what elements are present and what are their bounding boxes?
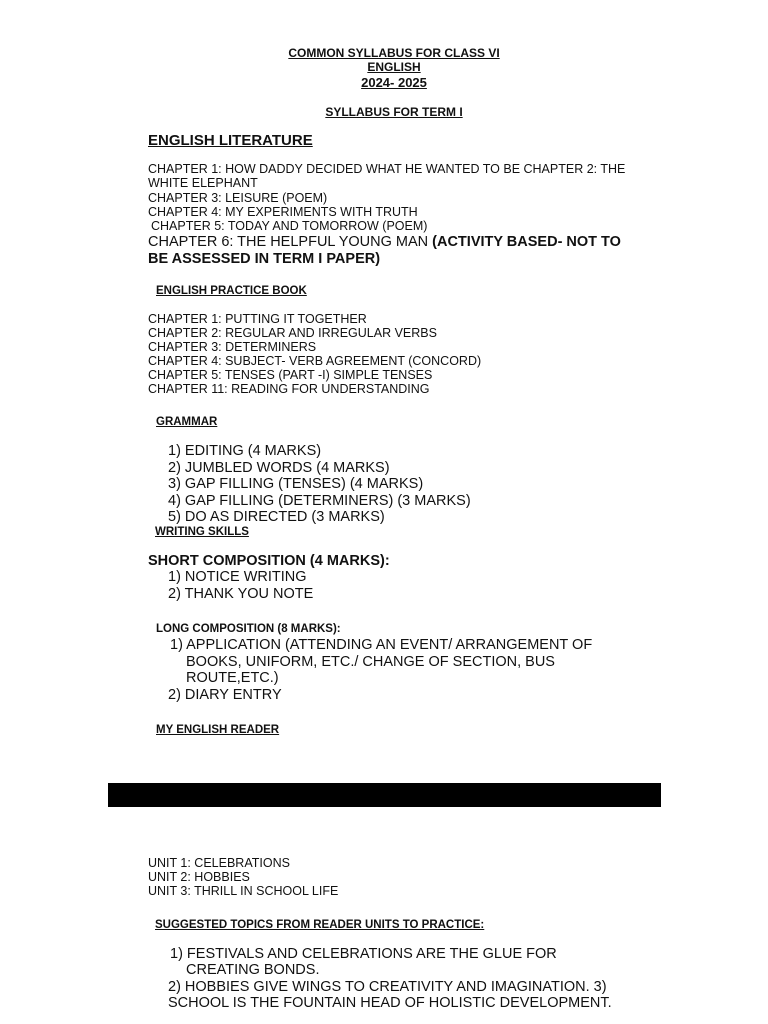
topic-item-1-cont: CREATING BONDS. (186, 962, 320, 978)
grammar-item: 4) GAP FILLING (DETERMINERS) (3 MARKS) (168, 493, 471, 509)
academic-year: 2024- 2025 (361, 75, 427, 90)
literature-heading: ENGLISH LITERATURE (148, 132, 313, 149)
writing-skills-heading: WRITING SKILLS (155, 526, 249, 538)
chapter-6-note-cont: BE ASSESSED IN TERM I PAPER) (148, 251, 381, 267)
topic-item-3: SCHOOL IS THE FOUNTAIN HEAD OF HOLISTIC DEVELOPMENT. (168, 995, 612, 1011)
long-composition-heading: LONG COMPOSITION (8 MARKS): (156, 623, 341, 635)
short-composition-item: 1) NOTICE WRITING (168, 569, 307, 585)
long-composition-item-2: 2) DIARY ENTRY (168, 687, 282, 703)
practice-book-item: CHAPTER 1: PUTTING IT TOGETHER (148, 312, 367, 326)
grammar-item: 2) JUMBLED WORDS (4 MARKS) (168, 460, 390, 476)
literature-chapter-6 (148, 234, 621, 251)
practice-book-item: CHAPTER 2: REGULAR AND IRREGULAR VERBS (148, 326, 437, 340)
long-composition-item-1: 1) APPLICATION (ATTENDING AN EVENT/ ARRANGEMENT OF (170, 637, 593, 653)
term-title: SYLLABUS FOR TERM I (325, 105, 463, 119)
short-composition-item: 2) THANK YOU NOTE (168, 586, 314, 602)
literature-chapter-5: CHAPTER 5: TODAY AND TOMORROW (POEM) (151, 219, 428, 233)
long-composition-item-1-cont: ROUTE,ETC.) (186, 670, 279, 686)
literature-chapter-4: CHAPTER 4: MY EXPERIMENTS WITH TRUTH (148, 205, 418, 219)
reader-unit: UNIT 3: THRILL IN SCHOOL LIFE (148, 884, 339, 898)
literature-chapter-3: CHAPTER 3: LEISURE (POEM) (148, 191, 328, 205)
document-title: COMMON SYLLABUS FOR CLASS VI (288, 46, 500, 60)
grammar-heading: GRAMMAR (156, 416, 218, 428)
reader-unit: UNIT 1: CELEBRATIONS (148, 856, 290, 870)
subject-title: ENGLISH (367, 60, 421, 74)
topic-item-1: 1) FESTIVALS AND CELEBRATIONS ARE THE GLUE FOR (170, 946, 557, 962)
reader-unit: UNIT 2: HOBBIES (148, 870, 250, 884)
practice-book-item: CHAPTER 4: SUBJECT- VERB AGREEMENT (CONCORD) (148, 354, 482, 368)
short-composition-heading: SHORT COMPOSITION (4 MARKS): (148, 553, 390, 569)
practice-book-item: CHAPTER 5: TENSES (PART -I) SIMPLE TENSES (148, 368, 433, 382)
chapter-6-title: CHAPTER 6: THE HELPFUL YOUNG MAN (148, 234, 433, 250)
redaction-bar (108, 783, 661, 807)
practice-book-item: CHAPTER 3: DETERMINERS (148, 340, 317, 354)
literature-chapter-2-cont: WHITE ELEPHANT (148, 176, 258, 190)
grammar-item: 5) DO AS DIRECTED (3 MARKS) (168, 509, 385, 525)
grammar-item: 1) EDITING (4 MARKS) (168, 443, 322, 459)
long-composition-item-1-cont: BOOKS, UNIFORM, ETC./ CHANGE OF SECTION, BUS (186, 654, 555, 670)
topic-item-2: 2) HOBBIES GIVE WINGS TO CREATIVITY AND IMAGINATION. 3) (168, 979, 607, 995)
chapter-6-note: (ACTIVITY BASED- NOT TO (432, 234, 621, 250)
practice-book-item: CHAPTER 11: READING FOR UNDERSTANDING (148, 382, 430, 396)
practice-book-heading: ENGLISH PRACTICE BOOK (156, 285, 307, 297)
reader-heading: MY ENGLISH READER (156, 724, 280, 736)
suggested-topics-heading: SUGGESTED TOPICS FROM READER UNITS TO PRACTICE: (155, 919, 485, 931)
grammar-item: 3) GAP FILLING (TENSES) (4 MARKS) (168, 476, 424, 492)
literature-chapter-1-2: CHAPTER 1: HOW DADDY DECIDED WHAT HE WANTED TO BE CHAPTER 2: THE (148, 162, 626, 176)
